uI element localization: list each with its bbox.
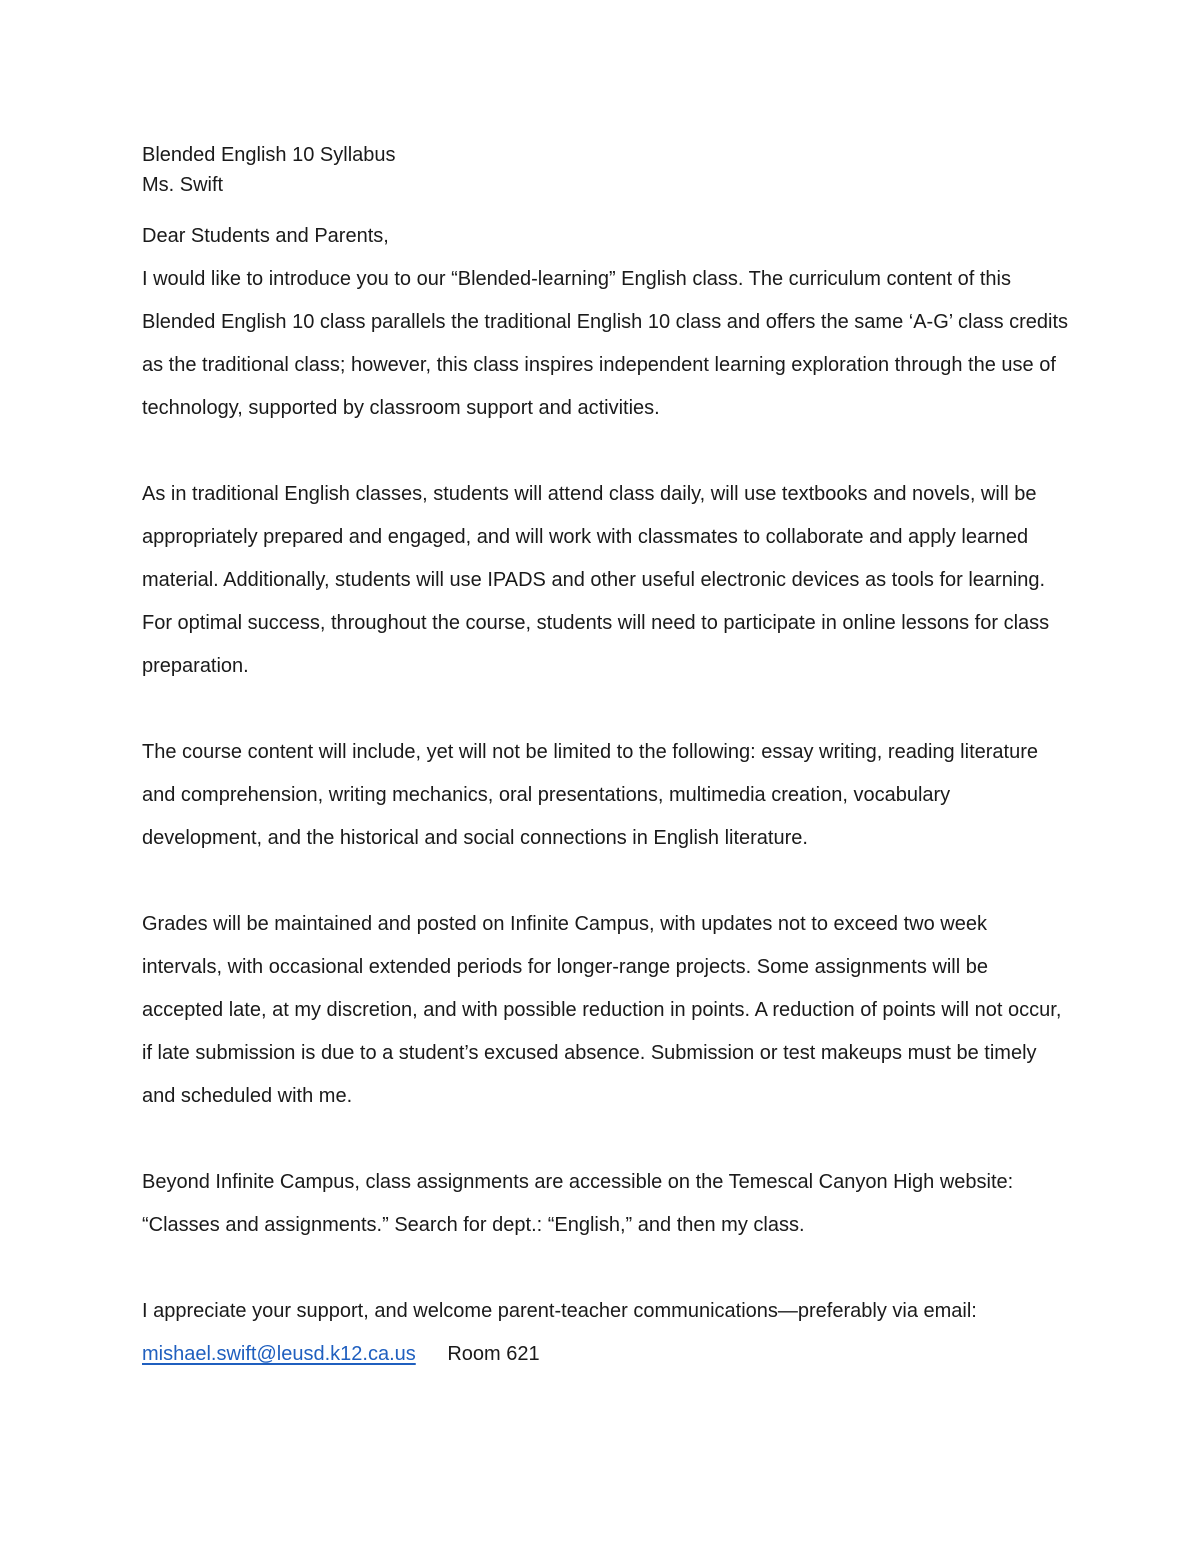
course-content-paragraph: The course content will include, yet will not be limited to the following: essay writing, reading literature and comprehension, writing mechanics, oral presentations, multimedia creation, vocabulary development, and the historical and social connections in English literature. [142, 741, 1038, 849]
assignments-paragraph: Beyond Infinite Campus, class assignments are accessible on the Temescal Canyon High website: “Classes and assignments.” Search for dept.: “English,” and then my class. [142, 1171, 1014, 1236]
document-title: Blended English 10 Syllabus [142, 144, 396, 166]
email-link[interactable]: mishael.swift@leusd.k12.ca.us [142, 1343, 416, 1365]
expectations-paragraph: As in traditional English classes, students will attend class daily, will use textbooks and novels, will be appropriately prepared and engaged, and will work with classmates to collaborate and apply learned material. Additionally, students will use IPADS and other useful electronic devices as tools for learning. For optimal success, throughout the course, students will need to participate in online lessons for class preparation. [142, 483, 1050, 677]
grading-paragraph: Grades will be maintained and posted on Infinite Campus, with updates not to exceed two week intervals, with occasional extended periods for longer-range projects. Some assignments will be accepted late, at my discretion, and with possible reduction in points. A reduction of points will not occur, if late submission is due to a student’s excused absence. Submission or test makeups must be timely and scheduled with me. [142, 913, 1062, 1107]
room-number: Room 621 [447, 1343, 540, 1365]
salutation: Dear Students and Parents, [142, 225, 389, 247]
contact-line [142, 1333, 1072, 1376]
syllabus-letter [142, 140, 1072, 1376]
teacher-name: Ms. Swift [142, 174, 224, 196]
intro-paragraph: I would like to introduce you to our “Blended-learning” English class. The curriculum content of this Blended English 10 class parallels the traditional English 10 class and offers the same ‘A-G’ class credits as the traditional class; however, this class inspires independent learning exploration through the use of technology, supported by classroom support and activities. [142, 268, 1069, 419]
contact-paragraph: I appreciate your support, and welcome parent-teacher communications—preferably via email: [142, 1300, 977, 1322]
